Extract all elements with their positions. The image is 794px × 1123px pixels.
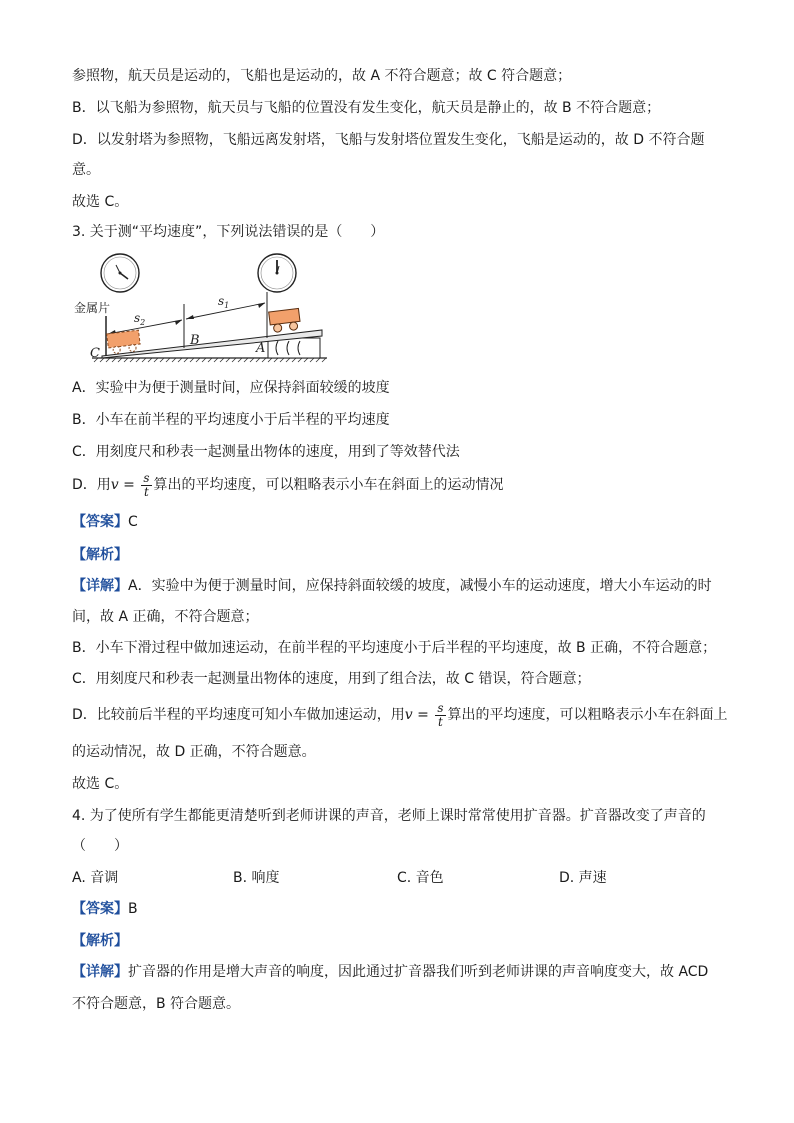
question-3-stem: 3. 关于测“平均速度”，下列说法错误的是（ ）: [72, 224, 385, 240]
s1-label: $s_1$: [218, 294, 230, 310]
point-c-label: C: [90, 346, 100, 361]
q4-detail-line-2: 不符合题意，B 符合题意。: [72, 996, 241, 1012]
fraction-s-over-t: $\frac{s}{t}$: [437, 700, 444, 729]
point-a-label: A: [256, 341, 266, 356]
prev-conclusion: 故选 C。: [72, 194, 129, 210]
q4-options: [72, 868, 722, 888]
q3-detail-line-5: D．比较前后半程的平均速度可知小车做加速运动，用v = $\frac{s}{t}$ 算出的平均速度，可以粗略表示小车在斜面上: [72, 700, 728, 729]
question-4-stem-line-2: （ ）: [72, 838, 128, 854]
q3-detail-line-6: 的运动情况，故 D 正确，不符合题意。: [72, 744, 316, 760]
prev-text-line-1: 参照物，航天员是运动的，飞船也是运动的，故 A 不符合题意；故 C 符合题意；: [72, 68, 572, 84]
prev-text-line-4: 意。: [72, 162, 100, 178]
stopwatch-icon: [258, 254, 296, 292]
q4-option-a: A. 音调: [72, 870, 119, 886]
q4-answer: 【答案】B: [72, 901, 138, 917]
prev-text-line-3: D．以发射塔为参照物，飞船远离发射塔，飞船与发射塔位置发生变化，飞船是运动的，故 D 不符合题: [72, 132, 705, 148]
q4-option-c: C. 音色: [397, 870, 444, 886]
q3-option-d: D．用v = $\frac{s}{t}$ 算出的平均速度，可以粗略表示小车在斜面上的运动情况: [72, 470, 504, 499]
fraction-s-over-t: $\frac{s}{t}$: [143, 470, 150, 499]
q3-detail-line-1: 【详解】A．实验中为便于测量时间，应保持斜面较缓的坡度，减慢小车的运动速度，增大小车运动的时: [72, 578, 712, 594]
q3-option-b: B．小车在前半程的平均速度小于后半程的平均速度: [72, 412, 390, 428]
stopwatch-icon: [101, 254, 139, 292]
q3-answer: 【答案】C: [72, 514, 138, 530]
point-b-label: B: [190, 333, 200, 348]
q4-analysis-label: 【解析】: [72, 933, 128, 949]
question-4-stem-line-1: 4. 为了使所有学生都能更清楚听到老师讲课的声音，老师上课时常常使用扩音器。扩音器改变了声音的: [72, 808, 706, 824]
q3-option-a: A．实验中为便于测量时间，应保持斜面较缓的坡度: [72, 380, 390, 396]
incline-experiment-figure: [72, 250, 332, 368]
q4-detail-line-1: 【详解】扩音器的作用是增大声音的响度，因此通过扩音器我们听到老师讲课的声音响度变大，故 ACD: [72, 964, 709, 980]
q3-analysis-label: 【解析】: [72, 547, 128, 563]
q3-detail-line-3: B．小车下滑过程中做加速运动，在前半程的平均速度小于后半程的平均速度，故 B 正确，不符合题意；: [72, 640, 717, 656]
q3-conclusion: 故选 C。: [72, 776, 129, 792]
q4-option-d: D. 声速: [559, 870, 607, 886]
q3-detail-line-2: 间，故 A 正确，不符合题意；: [72, 609, 259, 625]
metal-plate-label: 金属片: [74, 301, 111, 315]
q4-option-b: B. 响度: [233, 870, 280, 886]
prev-text-line-2: B．以飞船为参照物，航天员与飞船的位置没有发生变化，航天员是静止的，故 B 不符合题意；: [72, 100, 661, 116]
q3-detail-line-4: C．用刻度尺和秒表一起测量出物体的速度，用到了组合法，故 C 错误，符合题意；: [72, 671, 591, 687]
s2-label: $s_2$: [134, 311, 146, 327]
q3-option-c: C．用刻度尺和秒表一起测量出物体的速度，用到了等效替代法: [72, 444, 460, 460]
